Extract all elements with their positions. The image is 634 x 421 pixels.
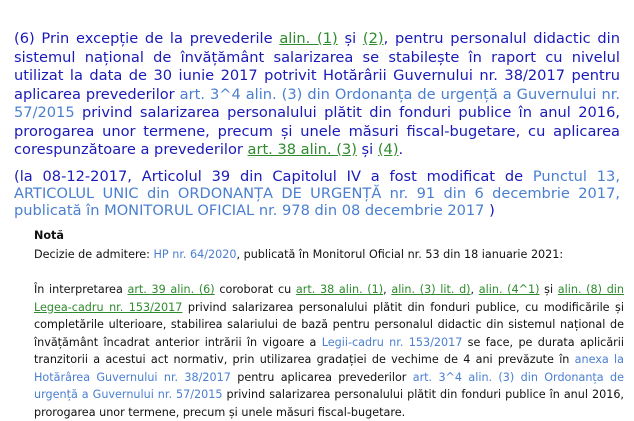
link-art-39-alin-6[interactable]: art. 39 alin. (6) [127,283,214,296]
link-alin-8-lege-153[interactable]: alin. (8) din Legea-cadru nr. 153/2017 [34,283,624,314]
text: privind salarizarea personalului plătit din fonduri publice în anul 2016, prorogarea unor termene, precum și unele măsuri fiscal-bugetare. [34,388,624,419]
note-title: Notă [34,229,624,242]
link-alin-4[interactable]: (4) [378,141,399,158]
link-alin-4-1[interactable]: alin. (4^1) [479,283,540,296]
link-hg-38-2017[interactable]: Hotărârii Guvernului nr. 38/2017 [323,67,565,84]
text: pentru aplicarea prevederilor [231,371,413,384]
link-alin-3-lit-d[interactable]: alin. (3) lit. d) [391,283,470,296]
text: și [338,30,363,47]
link-anexa-hg-38[interactable]: anexa la Hotărârea Guvernului nr. 38/2017 [34,353,624,384]
decision-body [34,281,624,421]
article-paragraph [14,30,620,160]
modification-note [14,168,620,219]
text: . [399,141,404,158]
text: și [540,283,558,296]
note-block [34,229,624,421]
link-art-38-alin-3[interactable]: art. 38 alin. (3) [248,141,357,158]
text: Decizie de admitere: [34,248,154,261]
link-oug-91-2017[interactable]: Punctul 13, ARTICOLUL UNIC din ORDONANȚA DE URGENȚĂ nr. 91 din 6 decembrie 2017, publicată în MONITORUL OFICIAL nr. 978 din 08 decembrie 2017 [14,168,620,219]
text: se face, pe durata aplicării tranzitorii a acestui act normativ, prin utilizarea gradației de vechime de 4 ani prevăzute în [34,336,624,367]
link-oug-57-art-3-4[interactable]: art. 3^4 alin. (3) din Ordonanța de urgență a Guvernului nr. 57/2015 [34,371,624,402]
text: pentru aplicarea prevederilor [14,67,620,103]
text: , [383,283,391,296]
text: privind salarizarea personalului plătit din fonduri publice, cu modificările și completările ulterioare, stabilirea salariului de bază pentru personalul didactic din sistemul național de învățământ încadrat anterior intrării în vigoare a [34,301,624,349]
link-art-38-alin-1[interactable]: art. 38 alin. (1) [296,283,383,296]
text: În interpretarea [34,283,127,296]
text: , [471,283,479,296]
text: (6) Prin excepție de la prevederile [14,30,279,47]
link-oug-57-2015[interactable]: art. 3^4 alin. (3) din Ordonanța de urgență a Guvernului nr. 57/2015 [14,86,620,122]
text: coroborat cu [215,283,296,296]
text: , pentru personalul didactic din sistemul național de învățământ salarizarea se stabilește în raport cu nivelul utilizat la data de 30 iunie 2017 potrivit [14,30,620,84]
link-hp-64-2020[interactable]: HP nr. 64/2020 [154,248,237,261]
text: și [357,141,378,158]
link-alin-2[interactable]: (2) [363,30,384,47]
text: ) [484,202,494,219]
link-legea-cadru-153[interactable]: Legii-cadru nr. 153/2017 [322,336,463,349]
text: , publicată în Monitorul Oficial nr. 53 din 18 ianuarie 2021: [236,248,563,261]
text: privind salarizarea personalului plătit din fonduri publice în anul 2016, prorogarea unor termene, precum și unele măsuri fiscal-bugetare, cu aplicarea corespunzătoare a prevederilor [14,104,620,158]
decision-line [34,246,624,264]
link-alin-1[interactable]: alin. (1) [279,30,337,47]
text: (la 08-12-2017, Articolul 39 din Capitolul IV a fost modificat de [14,168,533,185]
